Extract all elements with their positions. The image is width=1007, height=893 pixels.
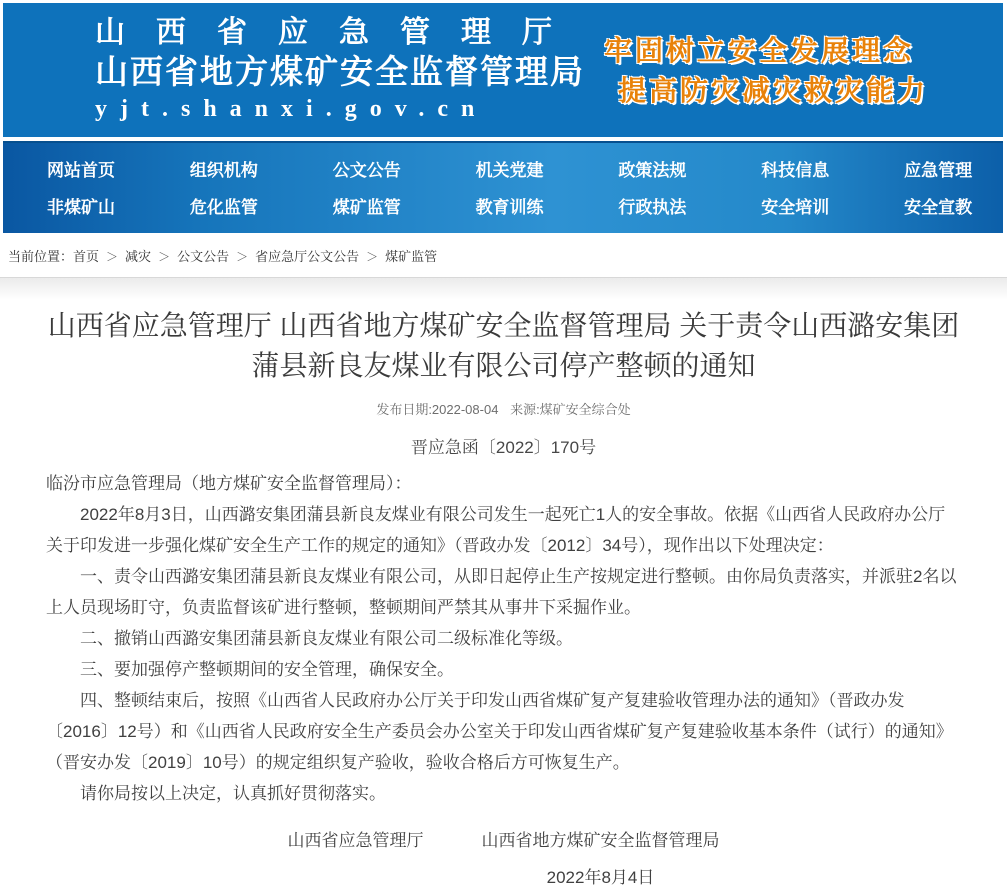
- site-title-line1: 山西省应急管理厅: [95, 16, 583, 49]
- paragraph-decision-1: 一、责令山西潞安集团蒲县新良友煤业有限公司，从即日起停止生产按规定进行整顿。由你局负责落实，并派驻2名以上人员现场盯守，负责监督该矿进行整顿，整顿期间严禁其从事井下采掘作业。: [46, 567, 957, 617]
- signature-date: 2022年8月4日: [546, 868, 655, 887]
- nav-row-1: [3, 150, 1003, 187]
- nav-item-party-building[interactable]: 机关党建: [475, 161, 544, 180]
- nav-item-hazchem-supervision[interactable]: 危化监管: [189, 198, 258, 217]
- site-url: yjt.shanxi.gov.cn: [95, 96, 488, 122]
- nav-item-non-coal-mines[interactable]: 非煤矿山: [47, 198, 115, 217]
- breadcrumb-item-disaster-reduction[interactable]: 减灾: [125, 249, 152, 264]
- paragraph-decision-3: 三、要加强停产整顿期间的安全管理，确保安全。: [80, 660, 454, 679]
- site-title-line2: 山西省地方煤矿安全监督管理局: [95, 53, 585, 90]
- paragraph-decision-4: 四、整顿结束后，按照《山西省人民政府办公厅关于印发山西省煤矿复产复建验收管理办法的通知》（晋政办发〔2016〕12号）和《山西省人民政府安全生产委员会办公室关于印发山西省煤矿复产复建验收基本条件（试行）的通知》（晋安办发〔2019〕10号）的规定组织复产验收，验收合格后方可恢复生产。: [46, 691, 953, 772]
- document-body: [46, 468, 961, 809]
- paragraph-decision-2: 二、撤销山西潞安集团蒲县新良友煤业有限公司二级标准化等级。: [80, 629, 573, 648]
- breadcrumb-separator: ＞: [366, 250, 379, 264]
- main-nav: [3, 141, 1003, 233]
- banner-background: [3, 3, 1003, 137]
- document-number: 晋应急函〔2022〕170号: [410, 438, 597, 457]
- breadcrumb-separator: ＞: [106, 250, 119, 264]
- paragraph-closing: 请你局按以上决定，认真抓好贯彻落实。: [80, 784, 386, 803]
- content-top-fade: [0, 278, 1007, 300]
- paragraph: 2022年8月3日，山西潞安集团蒲县新良友煤业有限公司发生一起死亡1人的安全事故。依据《山西省人民政府办公厅关于印发进一步强化煤矿安全生产工作的规定的通知》（晋政办发〔2012〕34号），现作出以下处理决定：: [46, 505, 946, 555]
- nav-item-public-notices[interactable]: 公文公告: [332, 161, 401, 180]
- breadcrumb: [0, 233, 1007, 278]
- nav-item-policies[interactable]: 政策法规: [618, 161, 687, 180]
- publish-date: 发布日期:2022-08-04: [376, 402, 499, 417]
- signature-block: [46, 825, 961, 893]
- nav-item-emergency-mgmt[interactable]: 应急管理: [904, 161, 973, 180]
- addressee-line: 临汾市应急管理局（地方煤矿安全监督管理局）：: [46, 474, 412, 493]
- nav-item-coal-mine-supervision[interactable]: 煤矿监管: [332, 198, 401, 217]
- main-nav-wrap: [0, 137, 1007, 233]
- nav-item-safety-publicity[interactable]: 安全宣教: [904, 198, 973, 217]
- signature-right: 山西省地方煤矿安全监督管理局: [481, 831, 720, 850]
- nav-item-organization[interactable]: 组织机构: [189, 161, 258, 180]
- article-meta: [46, 399, 961, 418]
- breadcrumb-label: 当前位置：: [8, 249, 74, 264]
- breadcrumb-item-public-notices[interactable]: 公文公告: [177, 249, 230, 264]
- slogan-line1: 牢固树立安全发展理念: [603, 35, 914, 66]
- nav-item-home[interactable]: 网站首页: [47, 161, 115, 180]
- signature-left: 山西省应急管理厅: [287, 831, 424, 850]
- article-source: 来源:煤矿安全综合处: [510, 402, 631, 417]
- site-identity: [3, 14, 603, 126]
- nav-item-education-training[interactable]: 教育训练: [475, 198, 544, 217]
- nav-item-safety-training[interactable]: 安全培训: [761, 198, 830, 217]
- banner-slogan: [604, 31, 928, 111]
- nav-row-2: [3, 187, 1003, 224]
- signature-right-col: [482, 825, 720, 893]
- nav-item-law-enforcement[interactable]: 行政执法: [618, 198, 687, 217]
- breadcrumb-separator: ＞: [158, 250, 171, 264]
- article: [46, 306, 961, 893]
- slogan-line2: 提高防灾减灾救灾能力: [617, 75, 928, 106]
- breadcrumb-separator: ＞: [236, 250, 249, 264]
- breadcrumb-item-dept-notices[interactable]: 省应急厅公文公告: [255, 249, 360, 264]
- nav-item-sci-tech-info[interactable]: 科技信息: [761, 161, 830, 180]
- breadcrumb-item-coal-mine-supervision[interactable]: 煤矿监管: [385, 249, 438, 264]
- header-banner: [0, 0, 1007, 137]
- article-title: 山西省应急管理厅 山西省地方煤矿安全监督管理局 关于责令山西潞安集团蒲县新良友煤业有限公司停产整顿的通知: [47, 310, 960, 381]
- breadcrumb-item-home[interactable]: 首页: [73, 249, 100, 264]
